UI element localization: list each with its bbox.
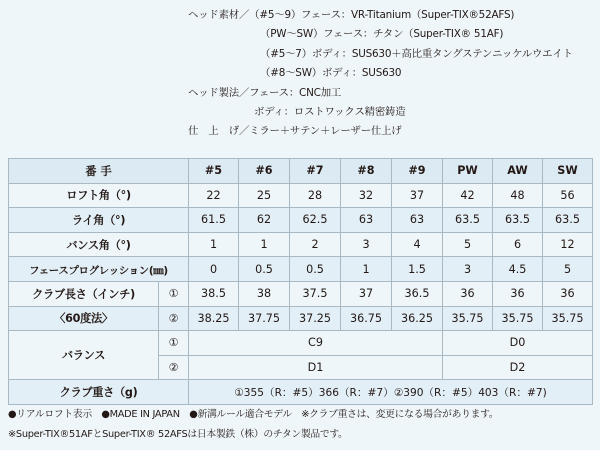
- table-cell: 56: [543, 183, 593, 208]
- table-cell: 0.5: [290, 257, 341, 282]
- table-cell: 5: [443, 232, 493, 257]
- row-label: 〈60度法〉: [9, 306, 159, 331]
- bounce-row: [9, 232, 593, 257]
- loft-row: [9, 183, 593, 208]
- table-cell: 38.5: [189, 281, 239, 306]
- table-cell: 37: [341, 281, 392, 306]
- table-cell: D0: [443, 331, 593, 356]
- row-label: ライ角（°): [9, 208, 189, 233]
- lie-row: [9, 208, 593, 233]
- table-cell: 12: [543, 232, 593, 257]
- table-cell: 37.25: [290, 306, 341, 331]
- table-cell: 1: [341, 257, 392, 282]
- spec-body-8-sw: [188, 64, 598, 83]
- club-header: #7: [290, 159, 341, 184]
- progression-row: [9, 257, 593, 282]
- table-cell: 28: [290, 183, 341, 208]
- length-row-2: [9, 306, 593, 331]
- weight-row: [9, 380, 593, 405]
- table-cell: 5: [543, 257, 593, 282]
- table-cell: 1.5: [392, 257, 443, 282]
- table-cell: ①355（R：#5）366（R：#7）②390（R：#5）403（R：#7): [189, 380, 593, 405]
- table-cell: 62: [239, 208, 290, 233]
- table-cell: 3: [443, 257, 493, 282]
- club-header: #6: [239, 159, 290, 184]
- table-cell: 35.75: [543, 306, 593, 331]
- table-cell: D2: [443, 355, 593, 380]
- table-cell: 4: [392, 232, 443, 257]
- table-header-row: [9, 159, 593, 184]
- spec-text: ヘッド素材／（#5〜9）フェース：VR-Titanium（Super-TIX®52AFS): [188, 9, 515, 21]
- club-header: AW: [493, 159, 543, 184]
- table-cell: 1: [189, 232, 239, 257]
- table-cell: 25: [239, 183, 290, 208]
- table-cell: 37.75: [239, 306, 290, 331]
- table-cell: 63: [341, 208, 392, 233]
- table-cell: 22: [189, 183, 239, 208]
- spec-text: ボディ：ロストワックス精密鋳造: [254, 105, 406, 118]
- table-cell: 61.5: [189, 208, 239, 233]
- table-cell: 4.5: [493, 257, 543, 282]
- spec-body-5-7: [188, 45, 598, 64]
- club-spec-table: [8, 158, 593, 405]
- spec-text: 仕 上 げ／ミラー＋サテン＋レーザー仕上げ: [188, 125, 402, 138]
- head-specifications: [188, 6, 598, 142]
- table-cell: 36: [543, 281, 593, 306]
- table-cell: 63.5: [543, 208, 593, 233]
- spec-text: ヘッド製法／フェース：CNC加工: [188, 86, 342, 99]
- table-cell: D1: [189, 355, 443, 380]
- table-cell: 35.75: [493, 306, 543, 331]
- table-cell: 36: [493, 281, 543, 306]
- club-header: PW: [443, 159, 493, 184]
- row-label: バランス: [9, 331, 159, 380]
- row-label: バンス角（°): [9, 232, 189, 257]
- spec-head-material-pw-sw: [188, 25, 598, 44]
- table-cell: 0: [189, 257, 239, 282]
- table-cell: 36: [443, 281, 493, 306]
- row-label: ロフト角（°): [9, 183, 189, 208]
- footnote-2: ※Super-TIX®51AFとSuper-TIX® 52AFSは日本製鉄（株）のチタン製品です。: [8, 429, 348, 440]
- table-cell: 3: [341, 232, 392, 257]
- table-cell: 36.5: [392, 281, 443, 306]
- table-cell: 63: [392, 208, 443, 233]
- table-cell: 36.25: [392, 306, 443, 331]
- table-cell: 38.25: [189, 306, 239, 331]
- spec-finish: [188, 122, 598, 141]
- spec-text: （#8〜SW）ボディ：SUS630: [260, 67, 402, 80]
- row-label: クラブ重さ（g): [9, 380, 189, 405]
- table-cell: 32: [341, 183, 392, 208]
- club-header: #8: [341, 159, 392, 184]
- row-marker: ①: [159, 331, 189, 356]
- table-cell: 6: [493, 232, 543, 257]
- table-cell: 63.5: [493, 208, 543, 233]
- length-row-1: [9, 281, 593, 306]
- row-marker: ①: [159, 281, 189, 306]
- balance-row-1: [9, 331, 593, 356]
- row-marker: ②: [159, 355, 189, 380]
- club-header: #9: [392, 159, 443, 184]
- table-cell: 62.5: [290, 208, 341, 233]
- club-header: #5: [189, 159, 239, 184]
- table-cell: 35.75: [443, 306, 493, 331]
- table-cell: 42: [443, 183, 493, 208]
- table-cell: C9: [189, 331, 443, 356]
- table-cell: 1: [239, 232, 290, 257]
- table-cell: 48: [493, 183, 543, 208]
- row-marker: ②: [159, 306, 189, 331]
- header-label: 番 手: [9, 159, 189, 184]
- table-cell: 37: [392, 183, 443, 208]
- table-cell: 37.5: [290, 281, 341, 306]
- club-header: SW: [543, 159, 593, 184]
- row-label: フェースプログレッション(㎜): [9, 257, 189, 282]
- table-cell: 38: [239, 281, 290, 306]
- spec-head-process-face: [188, 84, 598, 103]
- spec-text: （PW〜SW）フェース：チタン（Super-TIX® 51AF): [260, 28, 504, 41]
- table-cell: 63.5: [443, 208, 493, 233]
- spec-head-process-body: [188, 103, 598, 122]
- spec-text: （#5〜7）ボディ：SUS630＋高比重タングステンニッケルウエイト: [260, 47, 573, 60]
- footnote-1: ●リアルロフト表示 ●MADE IN JAPAN ●新溝ルール適合モデル ※クラブ重さは、変更になる場合があります。: [8, 409, 499, 420]
- table-cell: 0.5: [239, 257, 290, 282]
- table-cell: 36.75: [341, 306, 392, 331]
- row-label: クラブ長さ（インチ): [9, 281, 159, 306]
- spec-head-material: [188, 6, 598, 25]
- table-cell: 2: [290, 232, 341, 257]
